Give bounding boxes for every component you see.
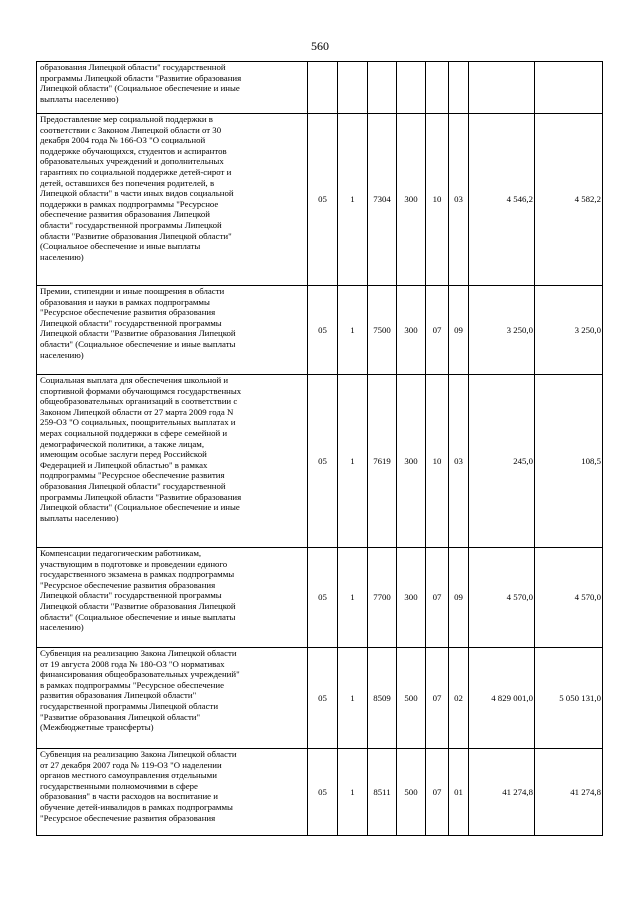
- cell-value-1: 4 829 001,0: [469, 648, 535, 749]
- cell-code-2: 1: [338, 114, 368, 286]
- cell-code-1: 05: [308, 648, 338, 749]
- budget-table: [36, 61, 603, 836]
- cell-value-1: [469, 62, 535, 114]
- cell-code-3: 7619: [368, 375, 397, 548]
- cell-code-4: [397, 62, 426, 114]
- cell-value-1: 4 546,2: [469, 114, 535, 286]
- row-description: Социальная выплата для обеспечения школьной и спортивной формами обучающимся государственных общеобразовательных организаций в соответствии с Законом Липецкой области от 27 марта 2009 года N 259-ОЗ "О социальных, поощрительных выплатах и мерах социальной поддержки в сфере семейной и демографической политики, а также лицам, имеющим особые заслуги перед Российской Федерацией и Липецкой областью" в рамках подпрограммы "Ресурсное обеспечение развития образования Липецкой области" государственной программы Липецкой области "Развитие образования Липецкой области" (Социальное обеспечение и иные выплаты населению): [37, 375, 308, 548]
- page-number: 560: [311, 39, 329, 53]
- cell-code-3: 7700: [368, 548, 397, 648]
- table-row: [37, 375, 603, 548]
- cell-code-3: [368, 62, 397, 114]
- cell-code-2: [338, 62, 368, 114]
- row-description: Субвенция на реализацию Закона Липецкой области от 27 декабря 2007 года № 119-ОЗ "О наделении органов местного самоуправления отдельными государственными полномочиями в сфере образования" в части расходов на воспитание и обучение детей-инвалидов в рамках подпрограммы "Ресурсное обеспечение развития образования: [37, 749, 308, 836]
- cell-code-2: 1: [338, 375, 368, 548]
- row-description: Компенсации педагогическим работникам, участвующим в подготовке и проведении единого государственного экзамена в рамках подпрограммы "Ресурсное обеспечение развития образования Липецкой области" государственной программы Липецкой области "Развитие образования Липецкой области" (Социальное обеспечение и иные выплаты населению): [37, 548, 308, 648]
- cell-code-6: 03: [449, 114, 469, 286]
- cell-code-5: 07: [426, 648, 449, 749]
- cell-code-3: 8511: [368, 749, 397, 836]
- cell-code-1: 05: [308, 114, 338, 286]
- table-row: [37, 62, 603, 114]
- cell-code-6: 03: [449, 375, 469, 548]
- cell-code-5: 10: [426, 375, 449, 548]
- cell-value-1: 4 570,0: [469, 548, 535, 648]
- cell-code-5: [426, 62, 449, 114]
- table-row: [37, 286, 603, 375]
- table-row: [37, 548, 603, 648]
- cell-code-4: 300: [397, 375, 426, 548]
- cell-code-5: 10: [426, 114, 449, 286]
- cell-code-2: 1: [338, 749, 368, 836]
- cell-code-3: 7304: [368, 114, 397, 286]
- cell-code-5: 07: [426, 548, 449, 648]
- cell-code-4: 300: [397, 286, 426, 375]
- cell-value-2: [535, 62, 603, 114]
- cell-code-1: 05: [308, 375, 338, 548]
- cell-value-2: 4 582,2: [535, 114, 603, 286]
- cell-code-3: 8509: [368, 648, 397, 749]
- cell-code-1: 05: [308, 286, 338, 375]
- cell-code-1: 05: [308, 548, 338, 648]
- row-description: образования Липецкой области" государственной программы Липецкой области "Развитие образования Липецкой области" (Социальное обеспечение и иные выплаты населению): [37, 62, 308, 114]
- row-description: Субвенция на реализацию Закона Липецкой области от 19 августа 2008 года № 180-ОЗ "О нормативах финансирования общеобразовательных учреждений" в рамках подпрограммы "Ресурсное обеспечение развития образования Липецкой области" государственной программы Липецкой области "Развитие образования Липецкой области" (Межбюджетные трансферты): [37, 648, 308, 749]
- cell-value-1: 245,0: [469, 375, 535, 548]
- cell-value-2: 108,5: [535, 375, 603, 548]
- cell-value-2: 5 050 131,0: [535, 648, 603, 749]
- cell-code-6: 02: [449, 648, 469, 749]
- cell-code-4: 500: [397, 648, 426, 749]
- table-row: [37, 648, 603, 749]
- cell-value-2: 4 570,0: [535, 548, 603, 648]
- row-description: Предоставление мер социальной поддержки в соответствии с Законом Липецкой области от 30 декабря 2004 года № 166-ОЗ "О социальной поддержке обучающихся, студентов и аспирантов образовательных учреждений и дополнительных гарантиях по социальной поддержке детей-сирот и детей, оставшихся без попечения родителей, в Липецкой области" в части иных видов социальной поддержки в рамках подпрограммы "Ресурсное обеспечение развития образования Липецкой области" государственной программы Липецкой области "Развитие образования Липецкой области" (Социальное обеспечение и иные выплаты населению): [37, 114, 308, 286]
- cell-code-4: 300: [397, 114, 426, 286]
- cell-value-2: 41 274,8: [535, 749, 603, 836]
- cell-code-5: 07: [426, 286, 449, 375]
- cell-value-1: 3 250,0: [469, 286, 535, 375]
- cell-code-6: 09: [449, 548, 469, 648]
- cell-code-4: 500: [397, 749, 426, 836]
- cell-code-1: [308, 62, 338, 114]
- cell-code-1: 05: [308, 749, 338, 836]
- cell-code-5: 07: [426, 749, 449, 836]
- row-description: Премии, стипендии и иные поощрения в области образования и науки в рамках подпрограммы "Ресурсное обеспечение развития образования Липецкой области" государственной программы Липецкой области "Развитие образования Липецкой области" (Социальное обеспечение и иные выплаты населению): [37, 286, 308, 375]
- cell-code-6: 01: [449, 749, 469, 836]
- cell-code-2: 1: [338, 286, 368, 375]
- cell-value-2: 3 250,0: [535, 286, 603, 375]
- cell-code-2: 1: [338, 648, 368, 749]
- cell-code-4: 300: [397, 548, 426, 648]
- cell-code-6: 09: [449, 286, 469, 375]
- cell-code-3: 7500: [368, 286, 397, 375]
- table-row: [37, 114, 603, 286]
- cell-code-2: 1: [338, 548, 368, 648]
- table-row: [37, 749, 603, 836]
- cell-code-6: [449, 62, 469, 114]
- cell-value-1: 41 274,8: [469, 749, 535, 836]
